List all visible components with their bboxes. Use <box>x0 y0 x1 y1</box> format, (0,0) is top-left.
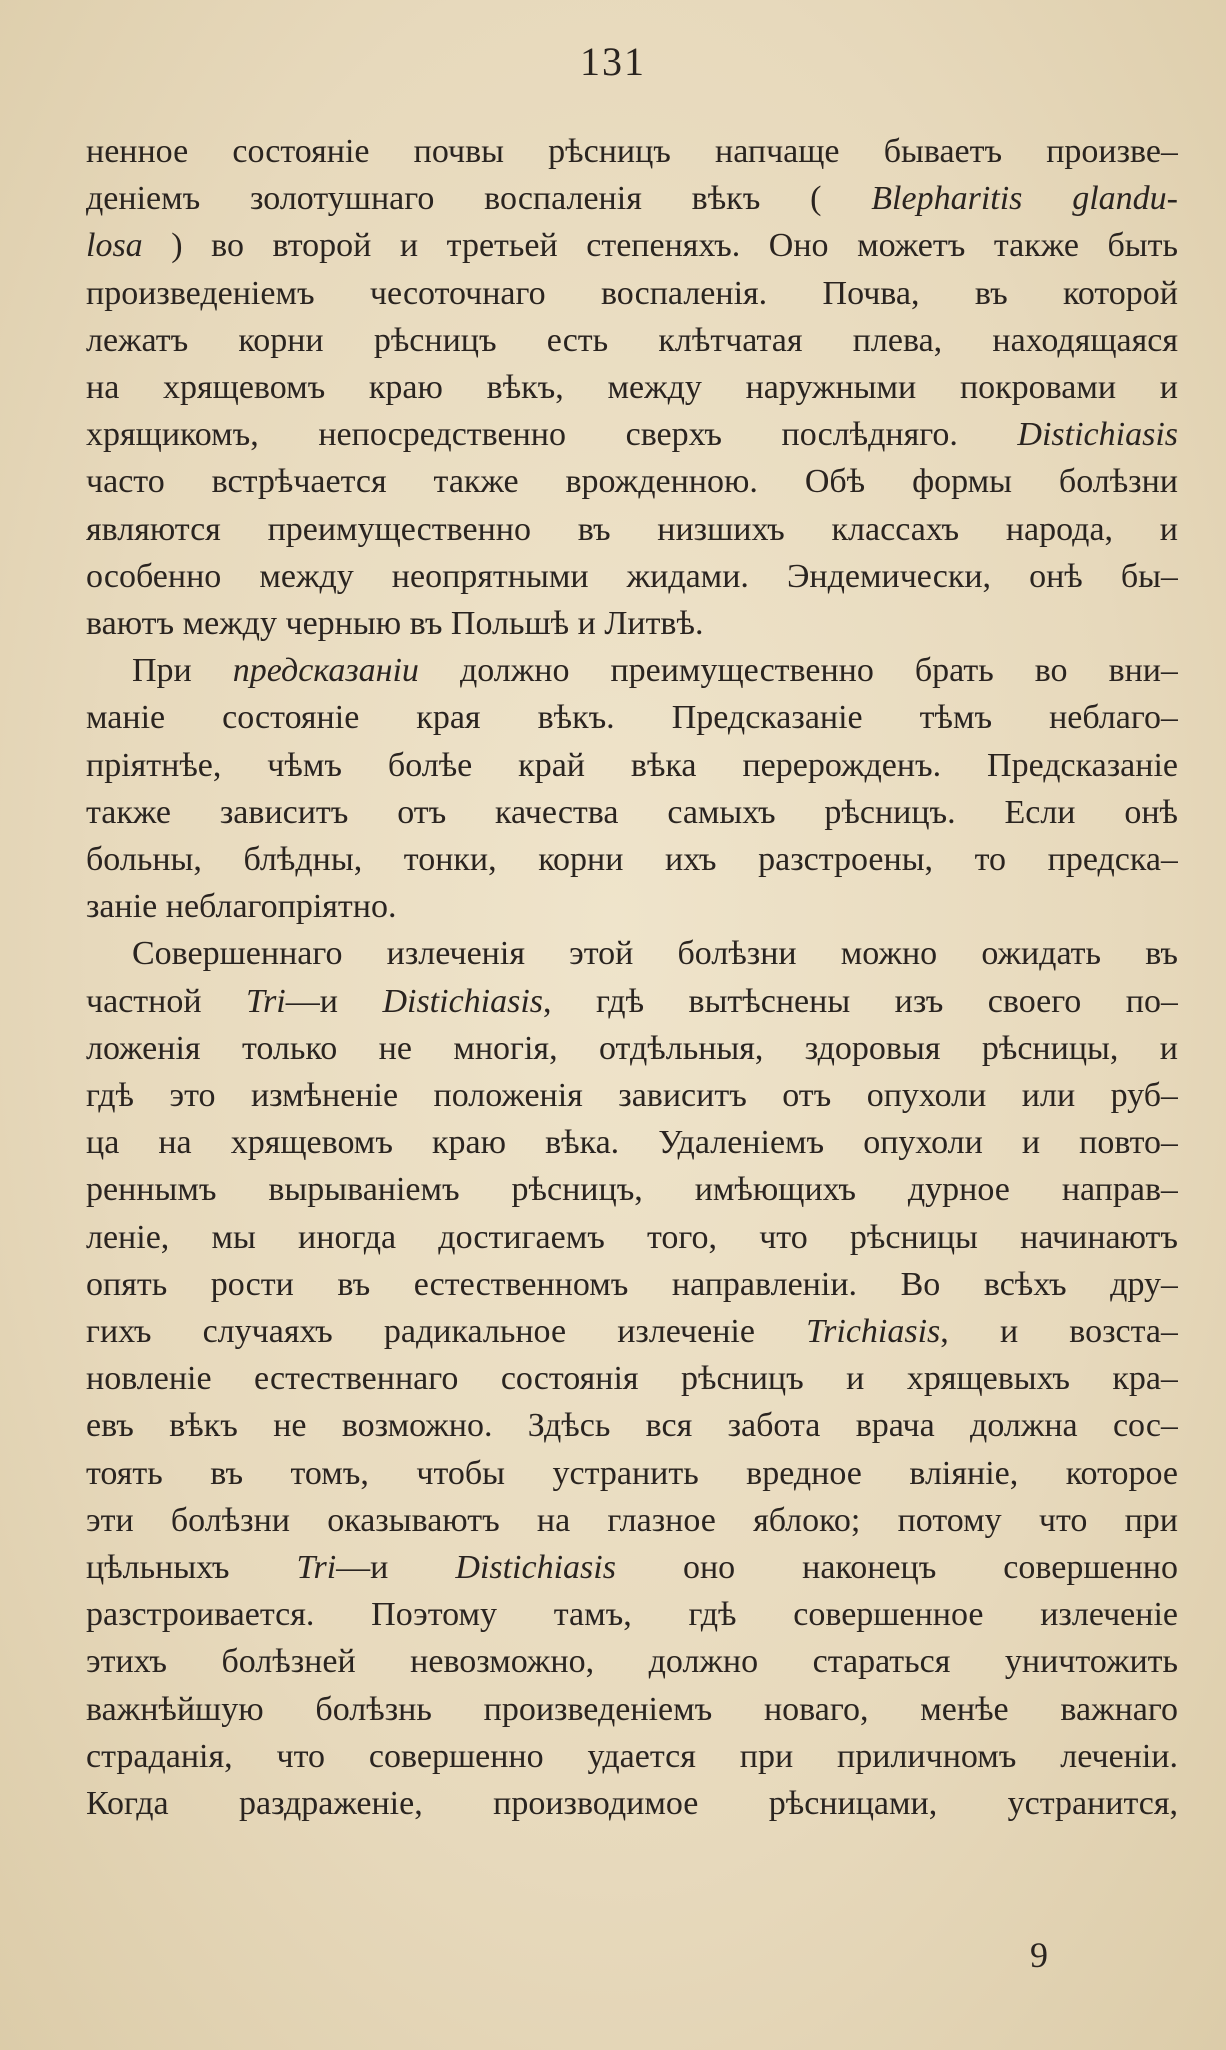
italic-term: Distichiasis <box>455 1549 616 1586</box>
italic-term: Tri <box>296 1549 337 1586</box>
text-segment: на хрящевомъ краю вѣкъ, между наружными покровами и <box>86 369 1178 406</box>
italic-term: Tri <box>246 982 286 1020</box>
text-segment: пріятнѣе, чѣмъ болѣе край вѣка перерожденъ. Предсказаніе <box>86 746 1178 784</box>
text-segment: важнѣйшую болѣзнь произведеніемъ новаго, менѣе важнаго <box>86 1690 1178 1728</box>
italic-term: Distichiasis <box>1017 416 1178 454</box>
text-segment: оно наконецъ совершенно <box>615 1549 1178 1586</box>
text-segment: разстроивается. Поэтому тамъ, гдѣ совершенное излеченіе <box>86 1596 1178 1634</box>
text-line <box>86 1776 1178 1832</box>
text-segment: ложенія только не многія, отдѣльныя, здоровыя рѣсницы, и <box>86 1029 1178 1067</box>
text-segment: этихъ болѣзней невозможно, должно стараться уничтожить <box>86 1643 1178 1681</box>
text-segment: гдѣ это измѣненіе положенія зависитъ отъ опухоли или руб– <box>86 1077 1178 1114</box>
text-segment: Когда раздраженіе, производимое рѣсницами, устранится, <box>86 1785 1178 1822</box>
italic-term: Trichiasis <box>806 1313 941 1350</box>
text-segment: хрящикомъ, непосредственно сверхъ послѣдняго. <box>86 416 1018 454</box>
text-segment: заніе неблагопріятно. <box>86 888 397 926</box>
text-segment: ) во второй и третьей степеняхъ. Оно можетъ также быть <box>142 227 1178 265</box>
text-segment: больны, блѣдны, тонки, корни ихъ разстроены, то предска– <box>86 841 1178 878</box>
text-segment: являются преимущественно въ низшихъ классахъ народа, и <box>86 510 1178 548</box>
text-segment: —и <box>336 1549 456 1586</box>
text-segment: новленіе естественнаго состоянія рѣсницъ и хрящевыхъ кра– <box>86 1360 1178 1398</box>
text-segment: ца на хрящевомъ краю вѣка. Удаленіемъ опухоли и повто– <box>86 1124 1178 1162</box>
text-segment: , гдѣ вытѣснены изъ своего по– <box>543 982 1178 1020</box>
text-segment: опять рости въ естественномъ направленіи. Во всѣхъ дру– <box>86 1265 1178 1303</box>
italic-term: Blepharitis glandu- <box>871 180 1178 218</box>
text-segment: —и <box>285 982 383 1020</box>
text-segment: частной <box>86 982 247 1020</box>
text-segment: гихъ случаяхъ радикальное излеченіе <box>86 1313 807 1350</box>
text-segment: лежатъ корни рѣсницъ есть клѣтчатая плева, находящаяся <box>86 321 1178 359</box>
text-segment: деніемъ золотушнаго воспаленія вѣкъ ( <box>86 180 872 218</box>
italic-term: предсказаніи <box>232 652 419 690</box>
text-segment: эти болѣзни оказываютъ на глазное яблоко; потому что при <box>86 1501 1178 1539</box>
text-segment: должно преимущественно брать во вни– <box>418 652 1178 690</box>
text-segment: При <box>132 652 233 690</box>
signature-mark: 9 <box>1030 1935 1048 1975</box>
text-segment: также зависитъ отъ качества самыхъ рѣсницъ. Если онѣ <box>86 793 1178 831</box>
text-segment: евъ вѣкъ не возможно. Здѣсь вся забота врача должна сос– <box>86 1407 1178 1445</box>
text-segment: Совершеннаго излеченія этой болѣзни можно ожидать въ <box>132 935 1178 973</box>
text-segment: особенно между неопрятными жидами. Эндемически, онѣ бы– <box>86 557 1178 595</box>
page-number: 131 <box>580 39 646 84</box>
text-segment: ненное состояніе почвы рѣсницъ напчаще бываетъ произве– <box>86 133 1178 170</box>
italic-term: losa <box>86 227 143 265</box>
text-segment: произведеніемъ чесоточнаго воспаленія. Почва, въ которой <box>86 274 1178 312</box>
text-segment: реннымъ вырываніемъ рѣсницъ, имѣющихъ дурное направ– <box>86 1171 1178 1209</box>
text-segment: страданія, что совершенно удается при приличномъ леченіи. <box>86 1737 1178 1775</box>
text-segment: цѣльныхъ <box>86 1549 297 1586</box>
text-segment: леніе, мы иногда достигаемъ того, что рѣсницы начинаютъ <box>86 1218 1178 1256</box>
text-segment: тоять въ томъ, чтобы устранить вредное вліяніе, которое <box>86 1454 1178 1492</box>
text-segment: ваютъ между черныю въ Польшѣ и Литвѣ. <box>86 605 704 642</box>
text-segment: , и возста– <box>940 1313 1178 1350</box>
text-segment: часто встрѣчается также врожденною. Обѣ формы болѣзни <box>86 463 1178 501</box>
text-segment: маніе состояніе края вѣкъ. Предсказаніе тѣмъ неблаго– <box>86 699 1178 737</box>
italic-term: Distichiasis <box>382 982 544 1020</box>
